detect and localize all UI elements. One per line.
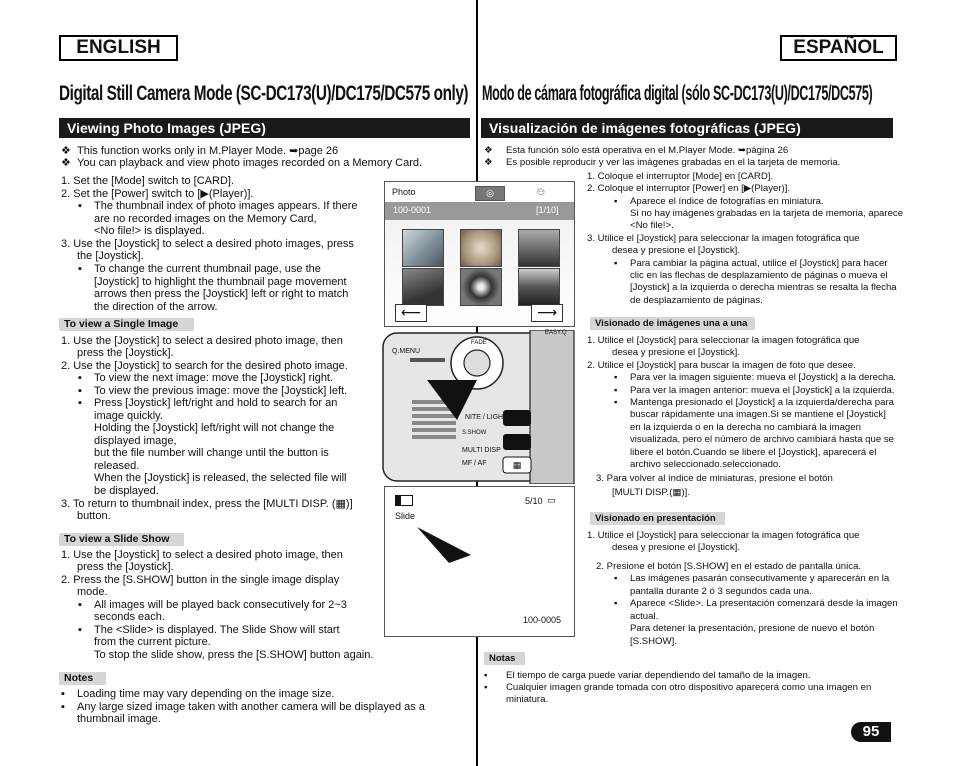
- step-text: desea y presione el [Joystick].: [612, 245, 740, 256]
- step-text: 1. Use the [Joystick] to select a desired photo image, then: [61, 335, 343, 347]
- step-text: from the current picture.: [94, 636, 211, 648]
- step-text: To stop the slide show, press the [S.SHOW] button again.: [94, 649, 374, 661]
- step-text: 2. Set the [Power] switch to [▶(Player)].: [61, 188, 254, 200]
- step-text: desea y presione el [Joystick].: [612, 347, 740, 358]
- bullet: ▪: [484, 682, 488, 693]
- step-text: but the file number will change until the button is: [94, 447, 329, 459]
- easyq-label: EASY.Q: [545, 330, 567, 336]
- step-text: The thumbnail index of photo images appears. If there: [94, 200, 358, 212]
- step-text: [MULTI DISP.(▦)].: [612, 487, 691, 498]
- bullet: ▪: [614, 258, 618, 269]
- step-text: the [Joystick].: [77, 250, 144, 262]
- bullet: ▪: [61, 701, 65, 713]
- multi-disp-label: MULTI DISP: [462, 447, 501, 454]
- step-text: [Joystick] a la izquierda o derecha mientras se resalta la flecha: [630, 282, 897, 293]
- bullet: ▪: [78, 599, 82, 611]
- single-image-header-es: Visionado de imágenes una a una: [590, 317, 755, 330]
- step-text: 1. Coloque el interruptor [Mode] en [CARD].: [587, 171, 774, 182]
- step-text: 2. Utilice el [Joystick] para buscar la imagen de foto que desee.: [587, 360, 856, 371]
- step-text: Para ver la imagen siguiente: mueva el [Joystick] a la derecha.: [630, 372, 897, 383]
- step-text: 3. To return to thumbnail index, press the [MULTI DISP. (▦)]: [61, 498, 353, 510]
- step-text: visualizada, pero el número de archivo cambiará hasta que se: [630, 434, 894, 445]
- bullet-diamond: ❖: [484, 157, 493, 168]
- step-text: Si no hay imágenes grabadas en la tarjeta de memoria, aparece: [630, 208, 904, 219]
- thumbnail-tree[interactable]: [518, 268, 560, 306]
- step-text: 1. Utilice el [Joystick] para seleccionar la imagen fotográfica que: [587, 335, 860, 346]
- bullet: ▪: [614, 573, 618, 584]
- thumbnail-flower[interactable]: [460, 268, 502, 306]
- step-text: are no recorded images on the Memory Card,: [94, 213, 317, 225]
- step-text: actual.: [630, 611, 659, 622]
- thumbnail-bird[interactable]: [402, 229, 444, 267]
- thumbnail-cat[interactable]: [402, 268, 444, 306]
- prev-page-arrow[interactable]: ⟵: [395, 304, 427, 322]
- step-text: clic en las flechas de desplazamiento de páginas o mueva el: [630, 270, 888, 281]
- intro-line: Esta función sólo está operativa en el M.Player Mode. ➥página 26: [506, 145, 789, 156]
- bullet: ▪: [78, 397, 82, 409]
- title-en: Digital Still Camera Mode (SC-DC173(U)/DC175/DC575 only): [59, 82, 469, 105]
- step-text: To view the previous image: move the [Joystick] left.: [94, 385, 348, 397]
- step-text: 1. Use the [Joystick] to select a desired photo image, then: [61, 549, 343, 561]
- camera-controls: [382, 330, 577, 484]
- step-text: To view the next image: move the [Joystick] right.: [94, 372, 334, 384]
- step-text: Para ver la imagen anterior: mueva el [Joystick] a la izquierda.: [630, 385, 895, 396]
- section-bar-en: Viewing Photo Images (JPEG): [59, 118, 470, 138]
- thumbnail-puppy[interactable]: [460, 229, 502, 267]
- card-icon: ▭: [547, 495, 556, 505]
- step-text: Press [Joystick] left/right and hold to search for an: [94, 397, 338, 409]
- step-text: pantalla durante 2 ó 3 segundos cada una.: [630, 586, 812, 597]
- movie-tab-icon: ⚇: [536, 187, 546, 197]
- step-text: archivo seleccionado.seleccionado.: [630, 459, 781, 470]
- bullet-diamond: ❖: [484, 145, 493, 156]
- image-count: 5/10: [525, 496, 543, 506]
- fade-label: FADE: [471, 340, 487, 346]
- single-image-header: To view a Single Image: [59, 318, 194, 331]
- battery-icon: [395, 495, 413, 506]
- bullet: ▪: [78, 200, 82, 212]
- nite-light-label: NITE / LIGHT: [465, 414, 508, 421]
- bullet: ▪: [78, 263, 82, 275]
- step-text: Para detener la presentación, presione de nuevo el botón: [630, 623, 875, 634]
- step-text: 3. Utilice el [Joystick] para seleccionar la imagen fotográfica que: [587, 233, 860, 244]
- step-text: displayed image,: [94, 435, 177, 447]
- notes-header-es: Notas: [484, 652, 525, 665]
- step-text: Para cambiar la página actual, utilice el [Joystick] para hacer: [630, 258, 888, 269]
- english-label: ENGLISH: [59, 35, 178, 61]
- step-text: 2. Presione el botón [S.SHOW] en el estado de pantalla única.: [596, 561, 862, 572]
- step-text: The <Slide> is displayed. The Slide Show will start: [94, 624, 340, 636]
- step-text: de desplazamiento de páginas.: [630, 295, 763, 306]
- note-text: miniatura.: [506, 694, 549, 705]
- photo-label: Photo: [392, 187, 416, 197]
- step-text: Las imágenes pasarán consecutivamente y aparecerán en la: [630, 573, 890, 584]
- notes-header: Notes: [59, 672, 106, 685]
- qmenu-label: Q.MENU: [392, 348, 420, 355]
- note-text: Any large sized image taken with another camera will be displayed as a: [77, 701, 425, 713]
- step-text: 1. Utilice el [Joystick] para seleccionar la imagen fotográfica que: [587, 530, 860, 541]
- bullet: ▪: [78, 385, 82, 397]
- bullet-diamond: ❖: [61, 157, 71, 169]
- step-text: All images will be played back consecutively for 2~3: [94, 599, 347, 611]
- step-text: When the [Joystick] is released, the selected file will: [94, 472, 347, 484]
- step-text: 2. Press the [S.SHOW] button in the single image display: [61, 574, 340, 586]
- step-text: seconds each.: [94, 611, 165, 623]
- slide-show-header: To view a Slide Show: [59, 533, 184, 546]
- bullet: ▪: [614, 397, 618, 408]
- step-text: image quickly.: [94, 410, 163, 422]
- step-text: Mantenga presionado el [Joystick] a la izquierda/derecha para: [630, 397, 894, 408]
- page-count: [1/10]: [536, 205, 559, 215]
- step-text: the direction of the arrow.: [94, 301, 218, 313]
- step-text: [Joystick] to highlight the thumbnail page movement: [94, 276, 347, 288]
- step-text: 1. Set the [Mode] switch to [CARD].: [61, 175, 235, 187]
- intro-line: You can playback and view photo images recorded on a Memory Card.: [77, 157, 423, 169]
- note-text: El tiempo de carga puede variar dependiendo del tamaño de la imagen.: [506, 670, 811, 681]
- step-text: <No file!>.: [630, 220, 674, 231]
- step-text: desea y presione el [Joystick].: [612, 542, 740, 553]
- step-text: be displayed.: [94, 485, 159, 497]
- step-text: 3. Use the [Joystick] to select a desired photo images, press: [61, 238, 354, 250]
- step-text: Aparece el índice de fotografías en miniatura.: [630, 196, 824, 207]
- step-text: To change the current thumbnail page, use the: [94, 263, 321, 275]
- step-text: button.: [77, 510, 111, 522]
- thumbnail-screen: [384, 181, 575, 327]
- mf-af-label: MF / AF: [462, 460, 487, 467]
- slide-show-header-es: Visionado en presentación: [590, 512, 725, 525]
- sshow-button[interactable]: S.SHOW: [462, 430, 487, 436]
- step-text: 2. Use the [Joystick] to search for the desired photo image.: [61, 360, 348, 372]
- file-number: 100-0001: [393, 205, 432, 215]
- title-es: Modo de cámara fotográfica digital (sólo SC-DC173(U)/DC175/DC575): [482, 82, 873, 105]
- next-page-arrow[interactable]: ⟶: [531, 304, 563, 322]
- note-text: Loading time may vary depending on the image size.: [77, 688, 335, 700]
- bullet: ▪: [614, 385, 618, 396]
- bullet: ▪: [61, 688, 65, 700]
- bullet-diamond: ❖: [61, 145, 71, 157]
- step-text: Aparece <Slide>. La presentación comenzará desde la imagen: [630, 598, 898, 609]
- intro-line: This function works only in M.Player Mode. ➥page 26: [77, 145, 339, 157]
- step-text: [S.SHOW].: [630, 636, 677, 647]
- bullet: ▪: [78, 372, 82, 384]
- step-text: press the [Joystick].: [77, 561, 174, 573]
- step-text: press the [Joystick].: [77, 347, 174, 359]
- pointer-arrow-icon: [413, 525, 473, 565]
- multi-disp-icon[interactable]: ▦: [512, 460, 522, 470]
- file-number: 100-0005: [523, 615, 562, 625]
- bullet: ▪: [614, 598, 618, 609]
- step-text: 2. Coloque el interruptor [Power] en [▶(Player)].: [587, 183, 791, 194]
- step-text: released.: [94, 460, 140, 472]
- bullet: ▪: [614, 372, 618, 383]
- step-text: en la izquierda o en la derecha no cambiará la imagen: [630, 422, 861, 433]
- bullet: ▪: [78, 624, 82, 636]
- step-text: mode.: [77, 586, 108, 598]
- step-text: Holding the [Joystick] left/right will not change the: [94, 422, 335, 434]
- step-text: arrows then press the [Joystick] left or right to match: [94, 288, 349, 300]
- step-text: <No file!> is displayed.: [94, 225, 205, 237]
- step-text: 3. Para volver al índice de miniaturas, presione el botón: [596, 473, 833, 484]
- page-number: 95: [851, 722, 891, 742]
- note-text: Cualquier imagen grande tomada con otro dispositivo aparecerá como una imagen en: [506, 682, 872, 693]
- intro-line: Es posible reproducir y ver las imágenes grabadas en el la tarjeta de memoria.: [506, 157, 841, 168]
- photo-tab-icon: ◎: [475, 186, 505, 201]
- thumbnail-children[interactable]: [518, 229, 560, 267]
- step-text: libere el botón.Cuando se libere el [Joystick], aparecerá el: [630, 447, 877, 458]
- section-bar-es: Visualización de imágenes fotográficas (JPEG): [481, 118, 893, 138]
- note-text: thumbnail image.: [77, 713, 161, 725]
- spanish-label: ESPAÑOL: [780, 35, 897, 61]
- bullet: ▪: [614, 196, 618, 207]
- bullet: ▪: [484, 670, 488, 681]
- step-text: buscar rápidamente una imagen.Si se mantiene el [Joystick]: [630, 409, 886, 420]
- slide-label: Slide: [395, 511, 416, 521]
- slideshow-screen: [384, 486, 575, 637]
